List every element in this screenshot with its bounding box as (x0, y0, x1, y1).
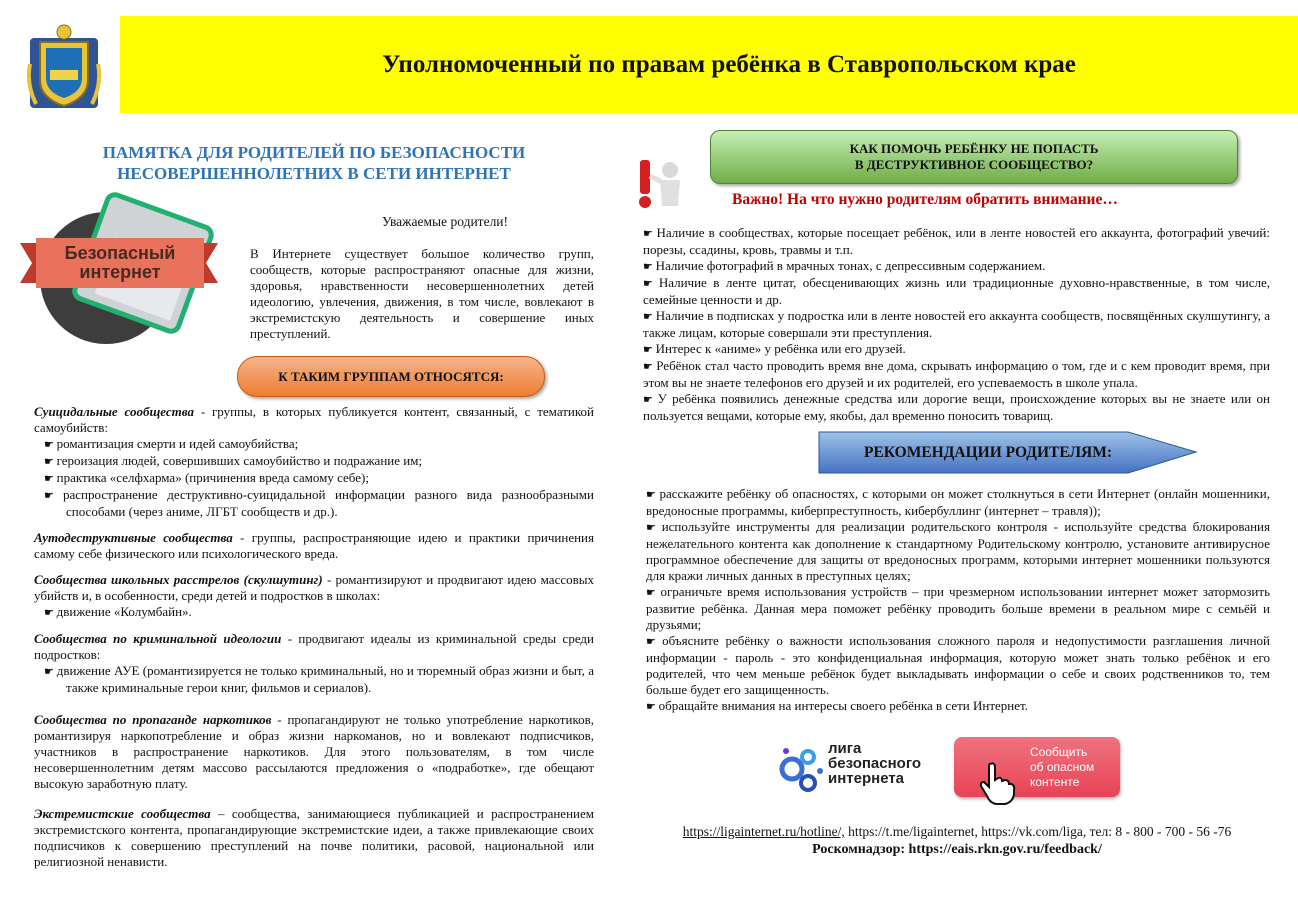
list-item: ☛ У ребёнка появились денежные средства или дорогие вещи, происхождение которых вы не знаете или он пользуется вещами, которые ему, якобы, дал временно поносить товарищ. (643, 391, 1270, 424)
button-line: Сообщить (1030, 745, 1088, 759)
hand-cursor-icon (978, 760, 1018, 806)
liga-logo (778, 733, 938, 805)
warning-signs-list (643, 225, 1270, 424)
list-item: ☛ Наличие в сообществах, которые посещает ребёнок, или в ленте новостей его аккаунта, фотографий увечий: порезы, ссадины, кровь, травмы и т.п. (643, 225, 1270, 258)
contact-links (641, 824, 1273, 840)
group-section (34, 404, 594, 520)
greeting: Уважаемые родители! (381, 214, 509, 229)
group-title: Сообщества школьных расстрелов (скулшутинг) (34, 572, 323, 587)
group-section (34, 806, 594, 870)
badge-line: интернет (79, 262, 161, 282)
other-contacts: https://t.me/ligainternet, https://vk.com/liga, тел: 8 - 800 - 700 - 56 -76 (844, 824, 1232, 839)
header-banner (120, 16, 1298, 113)
logo-line: лига (828, 740, 862, 757)
group-description: – сообщества, занимающиеся публикацией и распространением экстремистского контента, пропагандирующие экстремистские идеи, а также привлекающие своих подписчиков к совершению преступлений на почве политики, расовой, национальной или религиозной ненависти. (34, 806, 594, 869)
list-item: ☛ героизация людей, совершивших самоубийство и подражание им; (34, 453, 594, 470)
groups-list (34, 404, 594, 880)
hotline-link[interactable]: https://ligainternet.ru/hotline/, (682, 824, 845, 839)
memo-heading-line: ПАМЯТКА ДЛЯ РОДИТЕЛЕЙ ПО БЕЗОПАСНОСТИ (102, 143, 526, 162)
button-line: об опасном (1030, 760, 1095, 774)
button-line: КАК ПОМОЧЬ РЕБЁНКУ НЕ ПОПАСТЬ (849, 141, 1099, 156)
badge-line: Безопасный (64, 243, 176, 263)
button-line: контенте (1030, 775, 1080, 789)
group-section (34, 572, 594, 621)
group-description: - группы, распространяющие идею и практики причинения самому себе физического или психологического вреда. (34, 530, 594, 561)
logo-line: интернета (828, 770, 905, 787)
recommendations-list (646, 486, 1270, 715)
list-item: ☛ Интерес к «аниме» у ребёнка или его друзей. (643, 341, 1270, 358)
list-item: ☛ ограничьте время использования устройств – при чрезмерном использовании интернет может затормозить развитие ребёнка. Данная мера поможет ребёнку проводить больше времени в реальном мире с семьёй и друзьями; (646, 584, 1270, 633)
list-item: ☛ Наличие фотографий в мрачных тонах, с депрессивным содержанием. (643, 258, 1270, 275)
safe-internet-badge (18, 188, 238, 346)
group-section (34, 712, 594, 792)
group-description: - продвигают идеалы из криминальной среды среди подростков: (34, 631, 594, 662)
intro-text: В Интернете существует большое количество групп, сообществ, которые распространяют опасные для жизни, здоровья, нравственности несовершеннолетних детей идеологию, увлечения, движения, в том числе, вовлекают в экстремистскую деятельность и совершение иных преступлений. (250, 246, 594, 341)
groups-header-button: К ТАКИМ ГРУППАМ ОТНОСЯТСЯ: (237, 356, 545, 397)
button-line: В ДЕСТРУКТИВНОЕ СООБЩЕСТВО? (854, 157, 1094, 172)
important-note: Важно! На что нужно родителям обратить внимание… (732, 191, 1118, 208)
exclamation-figure-icon (610, 156, 710, 214)
report-button-label (1030, 745, 1110, 790)
list-item: ☛ используйте инструменты для реализации родительского контроля - используйте средства блокирования нежелательного контента как дополнение к стандартному Родительскому контролю, установите антивирусное программное обеспечение для защиты от вредоносных программ, которыми интернет мошенники пользуются для кражи личных данных в преступных целях; (646, 519, 1270, 584)
list-item: ☛ объясните ребёнку о важности использования сложного пароля и недопустимости разглашения личной информации - пароль - это конфиденциальная информация, которую может знать только ребёнок и его родителей, что чем меньше ребёнок будет выкладывать информации о себе и своих родственников то, тем больше будет его защищенность. (646, 633, 1270, 698)
group-section (34, 530, 594, 562)
group-title: Сообщества по пропаганде наркотиков (34, 712, 272, 727)
list-item: ☛ Наличие в подписках у подростка или в ленте новостей его аккаунта сообществ, посвящённых скулшутингу, а также лицам, которые совершали эти преступления. (643, 308, 1270, 341)
group-title: Аутодеструктивные сообщества (34, 530, 233, 545)
list-item: ☛ романтизация смерти и идей самоубийства; (34, 436, 594, 453)
recommendations-title: РЕКОМЕНДАЦИИ РОДИТЕЛЯМ: (863, 443, 1113, 461)
group-title: Сообщества по криминальной идеологии (34, 631, 282, 646)
group-title: Экстремистские сообщества (34, 806, 211, 821)
list-item: ☛ практика «селфхарма» (причинения вреда самому себе); (34, 470, 594, 487)
list-item: ☛ движение АУЕ (романтизируется не только криминальный, но и тюремный образ жизни и быт, а также криминальные герои книг, фильмов и сериалов). (34, 663, 594, 696)
list-item: ☛ Наличие в ленте цитат, обесценивающих жизнь или традиционные духовно-нравственные, в том числе, семейные ценности и др. (643, 275, 1270, 308)
how-to-help-button (710, 130, 1238, 184)
group-section (34, 631, 594, 696)
memo-heading (40, 142, 588, 184)
group-description: - группы, в которых публикуется контент, связанный, с тематикой самоубийств: (34, 404, 595, 435)
list-item: ☛ обращайте внимания на интересы своего ребёнка в сети Интернет. (646, 698, 1270, 715)
logo-line: безопасного (828, 755, 922, 772)
list-item: ☛ расскажите ребёнку об опасностях, с которыми он может столкнуться в сети Интернет (онлайн мошенники, вредоносные программы, киберпреступность, кибербуллинг (интернет – травля)); (646, 486, 1270, 519)
page-title: Уполномоченный по правам ребёнка в Ставропольском крае (382, 50, 1076, 78)
group-title: Суицидальные сообщества (34, 404, 194, 419)
memo-heading-line: НЕСОВЕРШЕННОЛЕТНИХ В СЕТИ ИНТЕРНЕТ (117, 164, 511, 183)
stavropol-coat-of-arms-icon (26, 24, 102, 112)
list-item: ☛ движение «Колумбайн». (34, 604, 594, 621)
group-description: - пропагандируют не только употребление наркотиков, романтизируя наркопотребление и образ жизни наркоманов, но и вовлекают подписчиков, участников в распространение наркотиков. Для этого пользователям, в том числе несовершеннолетним детям массово рассылаются предложения о «подработке», где обещают высокую заработную плату. (34, 712, 594, 791)
list-item: ☛ распространение деструктивно-суицидальной информации разного вида разнообразными способами (через аниме, ЛГБТ сообществ и др.). (34, 487, 594, 520)
group-description: - романтизируют и продвигают идею массовых убийств и, в особенности, среди детей и подростков в школах: (34, 572, 594, 603)
list-item: ☛ Ребёнок стал часто проводить время вне дома, скрывать информацию о том, где и с кем проводит время, при этом вы не знаете телефонов его друзей и их родителей, его успеваемость в школе упала. (643, 358, 1270, 391)
roskomnadzor-link[interactable]: Роскомнадзор: https://eais.rkn.gov.ru/feedback/ (812, 842, 1102, 857)
